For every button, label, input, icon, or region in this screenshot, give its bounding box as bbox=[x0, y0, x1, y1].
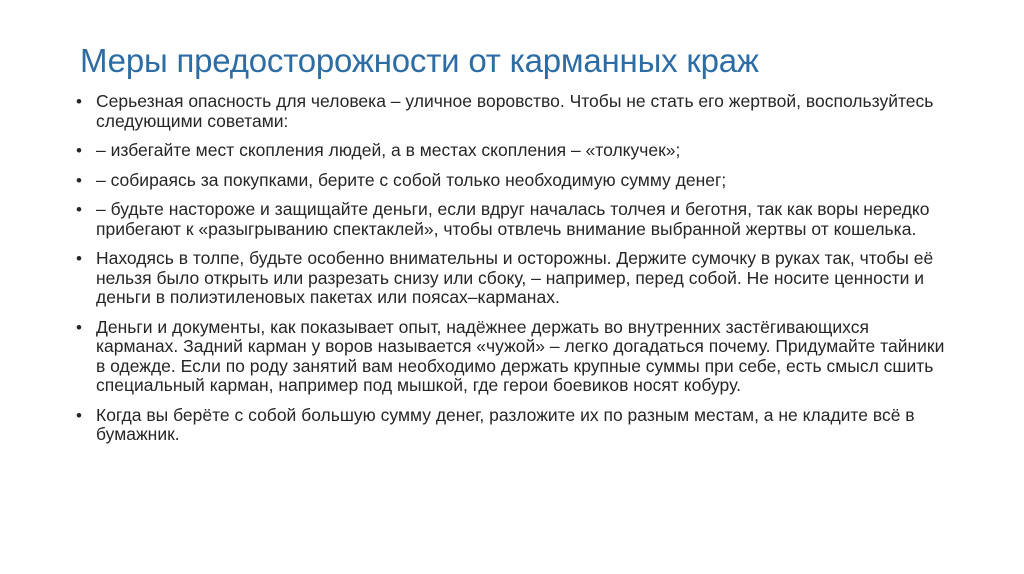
bullet-dot-icon: • bbox=[76, 405, 82, 425]
bullet-item bbox=[76, 406, 946, 445]
bullet-text: Деньги и документы, как показывает опыт, надёжнее держать во внутренних застёгивающихся карманах. Задний карман у воров называется «чужой» – легко догадаться почему. Придумайте тайники в одежде. Если по роду занятий вам необходимо держать крупные суммы при себе, есть смысл сшить специальный карман, например под мышкой, где герои боевиков носят кобуру. bbox=[96, 316, 945, 395]
bullet-dot-icon: • bbox=[76, 317, 82, 337]
bullet-text: Когда вы берёте с собой большую сумму денег, разложите их по разным местам, а не кладите всё в бумажник. bbox=[96, 404, 915, 444]
bullet-text: – собираясь за покупками, берите с собой только необходимую сумму денег; bbox=[96, 169, 727, 190]
bullet-dot-icon: • bbox=[76, 170, 82, 190]
bullet-item bbox=[76, 92, 946, 131]
bullet-item bbox=[76, 249, 946, 308]
bullet-item bbox=[76, 171, 946, 191]
bullet-list bbox=[76, 92, 946, 455]
bullet-item bbox=[76, 141, 946, 161]
bullet-dot-icon: • bbox=[76, 249, 82, 268]
bullet-text: – будьте настороже и защищайте деньги, если вдруг началась толчея и беготня, так как воры нередко прибегают к «разыгрыванию спектаклей», чтобы отвлечь внимание выбранной жертвы от кошелька. bbox=[96, 199, 930, 239]
slide-title: Меры предосторожности от карманных краж bbox=[80, 42, 759, 79]
bullet-text: – избегайте мест скопления людей, а в местах скопления – «толкучек»; bbox=[96, 140, 681, 160]
bullet-text: Серьезная опасность для человека – уличное воровство. Чтобы не стать его жертвой, воспользуйтесь следующими советами: bbox=[96, 91, 934, 131]
bullet-dot-icon: • bbox=[76, 200, 82, 219]
bullet-item bbox=[76, 200, 946, 239]
bullet-dot-icon: • bbox=[76, 92, 82, 111]
bullet-text: Находясь в толпе, будьте особенно внимательны и осторожны. Держите сумочку в руках так, чтобы её нельзя было открыть или разрезать снизу или сбоку, – например, перед собой. Не носите ценности и деньги в полиэтиленовых пакетах или поясах–карманах. bbox=[96, 248, 934, 307]
bullet-item bbox=[76, 318, 946, 396]
bullet-dot-icon: • bbox=[76, 141, 82, 160]
